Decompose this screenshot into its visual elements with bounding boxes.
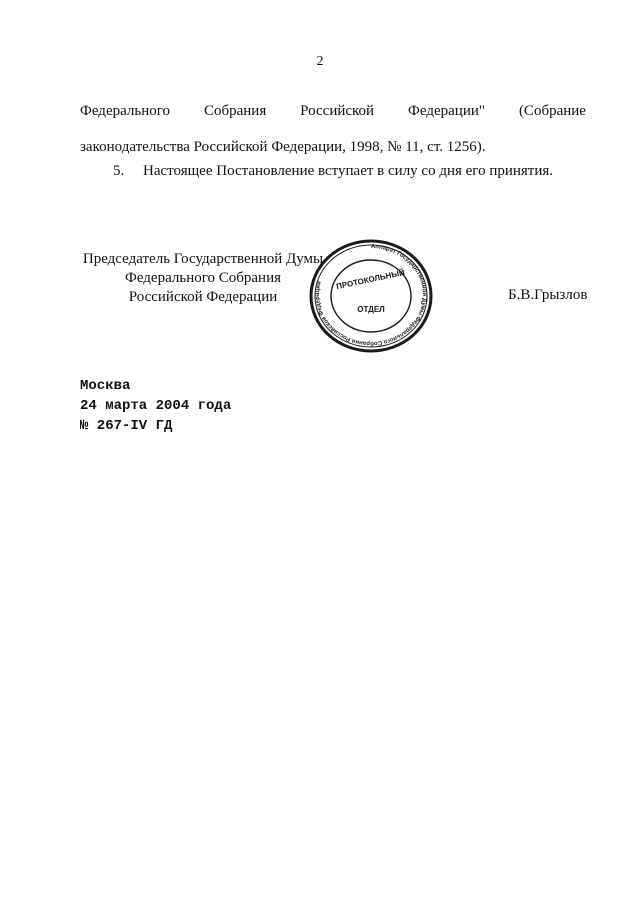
paragraph-5 bbox=[113, 163, 553, 180]
place-city: Москва bbox=[80, 378, 131, 394]
paragraph-line-2: законодательства Российской Федерации, 1998, № 11, ст. 1256). bbox=[80, 139, 486, 155]
signature-title-block bbox=[78, 250, 328, 307]
paragraph-line-1 bbox=[80, 93, 586, 129]
word: (Собрание bbox=[518, 103, 586, 119]
paragraph-number: 5. bbox=[113, 163, 125, 179]
document-date: 24 марта 2004 года bbox=[80, 398, 232, 414]
signature-title-line-1: Председатель Государственной Думы bbox=[82, 251, 324, 267]
word: Собрания bbox=[203, 103, 267, 119]
document-number: № 267-IV ГД bbox=[80, 418, 173, 434]
page-number: 2 bbox=[316, 54, 324, 69]
signature-title-line-2: Федерального Собрания bbox=[124, 270, 282, 286]
seal-center-top: ПРОТОКОЛЬНЫЙ bbox=[335, 267, 406, 292]
place-and-date-block bbox=[80, 376, 231, 436]
seal-outer-text: Аппарат Государственной Думы Федерального Собрания Российской Федерации bbox=[314, 243, 427, 347]
seal-center-bottom: ОТДЕЛ bbox=[357, 305, 385, 314]
official-seal-stamp bbox=[306, 236, 436, 356]
word: Российской bbox=[300, 103, 375, 119]
signer-name: Б.В.Грызлов bbox=[508, 287, 588, 303]
signature-title-line-3: Российской Федерации bbox=[128, 289, 278, 305]
word: Федерального bbox=[80, 103, 171, 119]
word: Федерации" bbox=[408, 103, 485, 119]
paragraph-text: Настоящее Постановление вступает в силу со дня его принятия. bbox=[143, 163, 554, 179]
paragraph-continuation bbox=[80, 93, 586, 165]
